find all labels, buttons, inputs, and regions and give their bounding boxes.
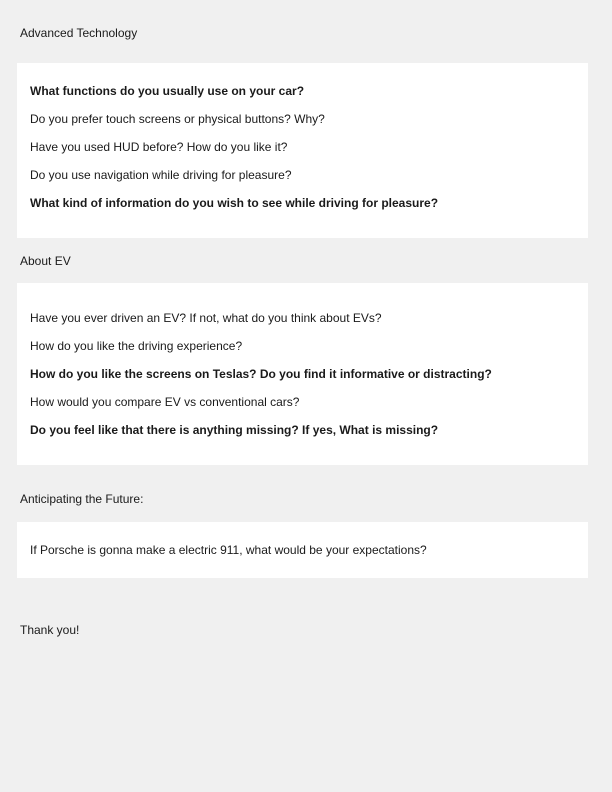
question-item: Do you prefer touch screens or physical buttons? Why? bbox=[30, 112, 325, 126]
question-item: Have you ever driven an EV? If not, what do you think about EVs? bbox=[30, 311, 382, 325]
question-item: If Porsche is gonna make a electric 911, what would be your expectations? bbox=[30, 543, 427, 557]
question-item: Do you use navigation while driving for pleasure? bbox=[30, 168, 292, 182]
closing-text: Thank you! bbox=[20, 623, 80, 637]
section-title-advanced-technology: Advanced Technology bbox=[20, 26, 138, 40]
section-title-anticipating-future: Anticipating the Future: bbox=[20, 492, 144, 506]
question-item: Have you used HUD before? How do you like it? bbox=[30, 140, 288, 154]
section-title-about-ev: About EV bbox=[20, 254, 71, 268]
question-item: How do you like the driving experience? bbox=[30, 339, 243, 353]
question-card-about-ev bbox=[17, 283, 588, 465]
question-item: How do you like the screens on Teslas? Do you find it informative or distracting? bbox=[30, 367, 492, 381]
question-card-anticipating-future bbox=[17, 522, 588, 578]
question-item: What kind of information do you wish to see while driving for pleasure? bbox=[30, 196, 439, 210]
question-card-advanced-technology bbox=[17, 63, 588, 238]
question-item: What functions do you usually use on your car? bbox=[30, 84, 305, 98]
question-item: How would you compare EV vs conventional cars? bbox=[30, 395, 300, 409]
question-item: Do you feel like that there is anything missing? If yes, What is missing? bbox=[30, 423, 439, 437]
